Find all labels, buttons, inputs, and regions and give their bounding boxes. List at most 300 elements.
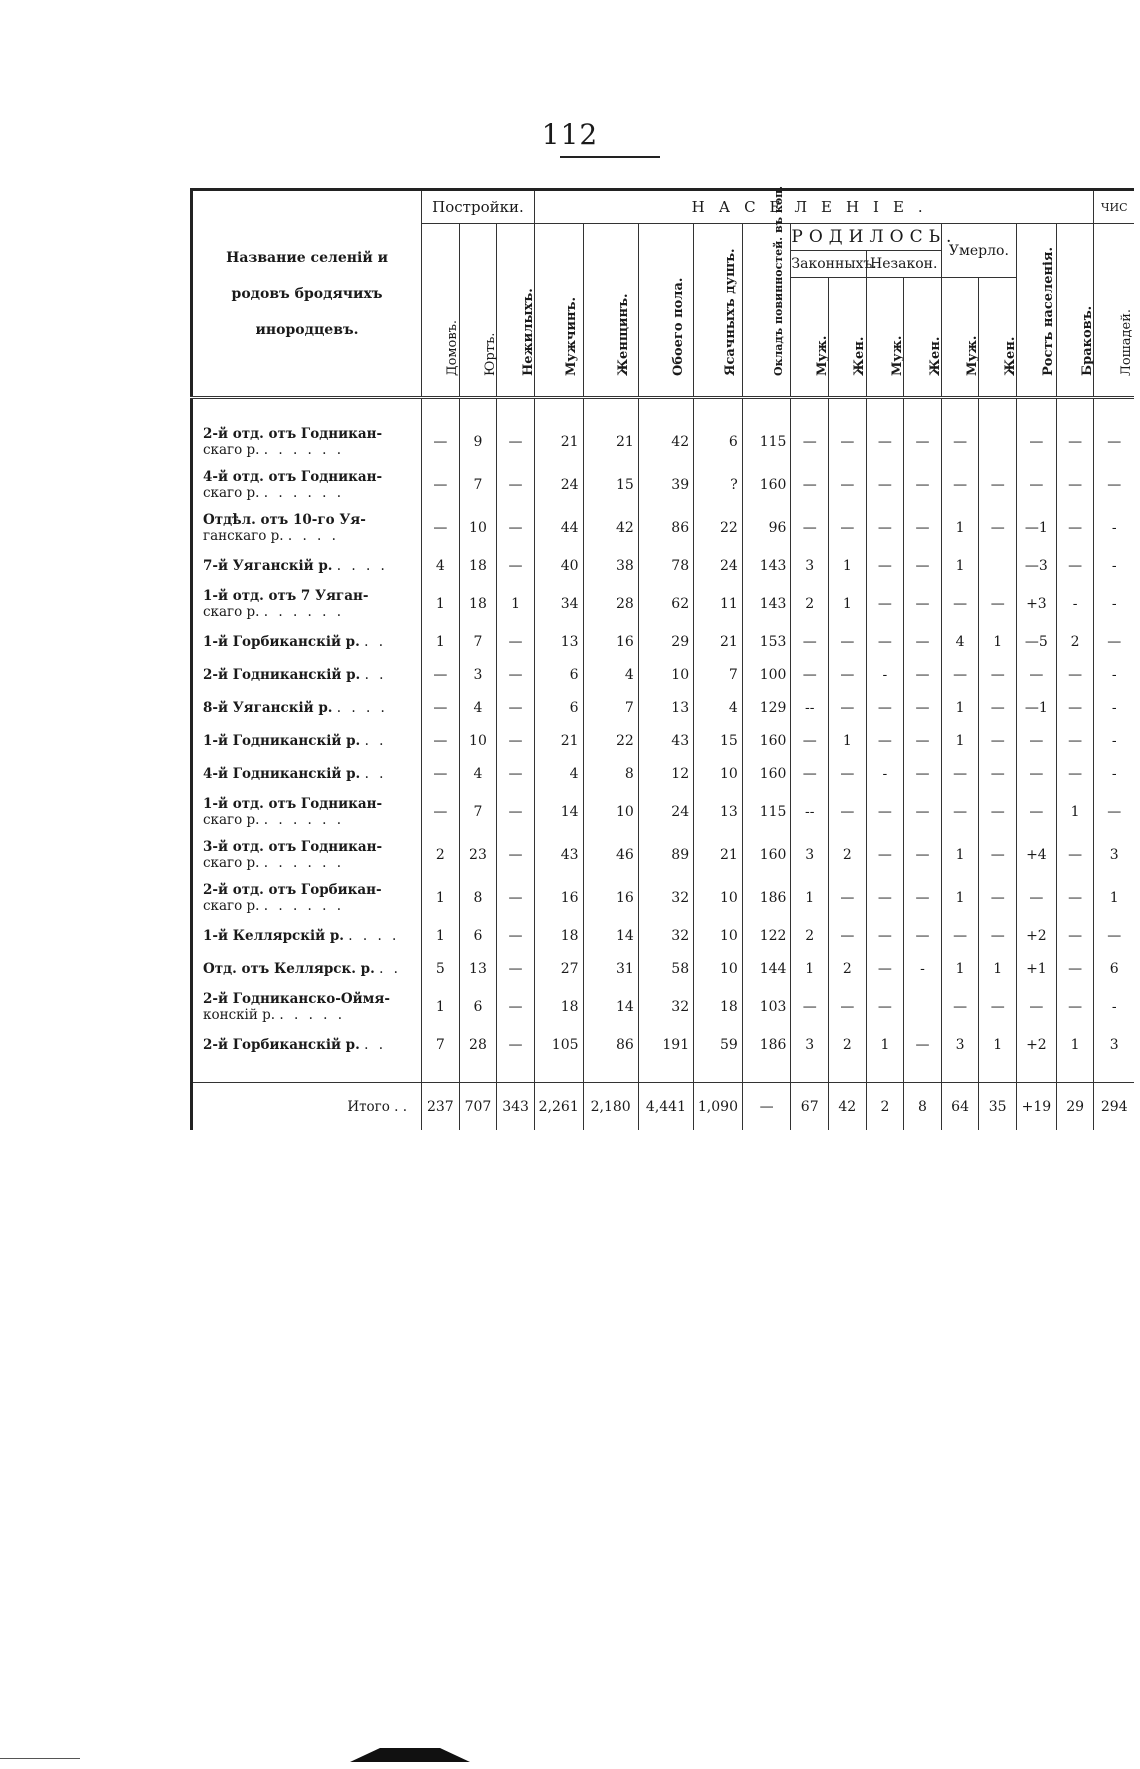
cell-houses: 1 [422, 919, 460, 952]
header-duty-salary: Окладъ повинностей. въ коп. [742, 224, 791, 398]
cell-births-legit-male: 1 [791, 952, 829, 985]
table-row [192, 506, 1135, 549]
cell-horses: - [1094, 691, 1134, 724]
header-cut-group: ЧИС [1094, 190, 1134, 224]
cell-yasak: 18 [694, 985, 743, 1028]
header-died-female: Жен. [979, 278, 1017, 398]
cell-births-illegit-female: — [904, 1028, 942, 1061]
settlement-name-line1: 1-й отд. отъ 7 Уяган- [203, 588, 369, 604]
cell-births-legit-female: — [829, 790, 867, 833]
header-marriages: Браковъ. [1056, 224, 1094, 398]
cell-salary: 160 [742, 757, 791, 790]
cell-births-illegit-male: - [866, 757, 904, 790]
cell-died-female: 1 [979, 625, 1017, 658]
cell-births-illegit-female: — [904, 463, 942, 506]
cell-died-male: 1 [941, 506, 979, 549]
settlement-name-line1: Отд. отъ Келлярск. р. [203, 961, 375, 977]
settlement-name-line2: скаго р. [203, 604, 260, 620]
cell-both: 58 [638, 952, 693, 985]
footer-ornament-icon [350, 1748, 470, 1762]
cell-non-residential: — [497, 625, 535, 658]
table-row [192, 790, 1135, 833]
cell-marriages: — [1056, 985, 1094, 1028]
cell-births-illegit-female: — [904, 724, 942, 757]
footer-rule [0, 1758, 80, 1759]
leader-dots: . . [364, 667, 387, 683]
cell-births-legit-female: 1 [829, 582, 867, 625]
cell-died-male: 1 [941, 691, 979, 724]
header-horses: Лошадей. [1094, 224, 1134, 398]
leader-dots: . . . . [336, 558, 388, 574]
cell-births-legit-female: — [829, 625, 867, 658]
cell-yurts: 9 [459, 420, 497, 463]
cell-died-male: — [941, 985, 979, 1028]
cell-non-residential: — [497, 757, 535, 790]
cell-births-legit-female: — [829, 420, 867, 463]
cell-women: 16 [583, 876, 638, 919]
cell-births-legit-female: — [829, 658, 867, 691]
settlement-name-line1: 1-й Келлярскій р. [203, 928, 344, 944]
cell-yurts: 3 [459, 658, 497, 691]
cell-growth: —5 [1016, 625, 1056, 658]
settlement-name [192, 985, 422, 1028]
cell-houses: 1 [422, 985, 460, 1028]
cell-salary: 153 [742, 625, 791, 658]
table-row [192, 919, 1135, 952]
total-births-illegit-female: 8 [904, 1083, 942, 1131]
settlement-name-line2: ганскаго р. [203, 528, 284, 544]
cell-births-legit-male: 2 [791, 582, 829, 625]
cell-died-female [979, 549, 1017, 582]
cell-died-female: — [979, 691, 1017, 724]
cell-non-residential: — [497, 420, 535, 463]
cell-births-illegit-female: — [904, 625, 942, 658]
cell-men: 4 [534, 757, 583, 790]
cell-women: 4 [583, 658, 638, 691]
settlement-name [192, 757, 422, 790]
cell-died-male: 1 [941, 833, 979, 876]
cell-yasak: 7 [694, 658, 743, 691]
table-row [192, 420, 1135, 463]
leader-dots: . . [364, 1037, 386, 1053]
settlement-name [192, 463, 422, 506]
leader-dots: . . [364, 766, 387, 782]
header-legitimate: Законныхъ. [791, 251, 866, 278]
header-women: Женщинъ. [583, 224, 638, 398]
cell-both: 32 [638, 876, 693, 919]
cell-died-male: 4 [941, 625, 979, 658]
table-body [192, 398, 1135, 1062]
cell-women: 15 [583, 463, 638, 506]
settlement-name-line2: скаго р. [203, 812, 260, 828]
cell-growth: — [1016, 985, 1056, 1028]
cell-marriages: 1 [1056, 790, 1094, 833]
settlement-name-line2: скаго р. [203, 485, 260, 501]
cell-yasak: 24 [694, 549, 743, 582]
header-births: РОДИЛОСЬ. [791, 224, 941, 251]
cell-women: 8 [583, 757, 638, 790]
cell-both: 89 [638, 833, 693, 876]
total-marriages: 29 [1056, 1083, 1094, 1131]
cell-non-residential: — [497, 790, 535, 833]
header-men: Мужчинъ. [534, 224, 583, 398]
cell-marriages: — [1056, 952, 1094, 985]
cell-births-illegit-male: — [866, 952, 904, 985]
cell-births-legit-male: -- [791, 691, 829, 724]
cell-growth: +3 [1016, 582, 1056, 625]
settlement-name-line1: 2-й отд. отъ Горбикан- [203, 882, 382, 898]
cell-births-legit-male: 3 [791, 833, 829, 876]
cell-men: 6 [534, 691, 583, 724]
header-growth: Ростъ населенія. [1016, 224, 1056, 398]
cell-marriages: — [1056, 833, 1094, 876]
leader-dots: . . [364, 733, 387, 749]
settlement-name [192, 420, 422, 463]
cell-houses: — [422, 658, 460, 691]
cell-births-legit-male: — [791, 506, 829, 549]
header-died: Умерло. [941, 224, 1016, 278]
cell-births-legit-male: — [791, 985, 829, 1028]
cell-men: 18 [534, 985, 583, 1028]
cell-women: 38 [583, 549, 638, 582]
cell-salary: 122 [742, 919, 791, 952]
cell-non-residential: — [497, 549, 535, 582]
statistics-table-wrapper [190, 185, 1135, 1115]
cell-salary: 160 [742, 463, 791, 506]
settlement-name-line1: 2-й Горбиканскій р. [203, 1037, 360, 1053]
cell-horses: 1 [1094, 876, 1134, 919]
cell-salary: 96 [742, 506, 791, 549]
total-yurts: 707 [459, 1083, 497, 1131]
cell-births-illegit-male: — [866, 790, 904, 833]
cell-births-illegit-female: — [904, 757, 942, 790]
settlement-name-line1: Отдѣл. отъ 10-го Уя- [203, 512, 366, 528]
cell-births-illegit-female: — [904, 790, 942, 833]
cell-salary: 115 [742, 420, 791, 463]
cell-horses: — [1094, 625, 1134, 658]
cell-births-illegit-male: — [866, 463, 904, 506]
settlement-name [192, 790, 422, 833]
settlement-name-line1: 1-й Годниканскій р. [203, 733, 361, 749]
settlement-name [192, 833, 422, 876]
cell-horses: - [1094, 757, 1134, 790]
settlement-name-line1: 1-й Горбиканскій р. [203, 634, 360, 650]
settlement-name [192, 724, 422, 757]
cell-both: 12 [638, 757, 693, 790]
cell-births-legit-female: 1 [829, 724, 867, 757]
total-growth: +19 [1016, 1083, 1056, 1131]
cell-died-male: — [941, 582, 979, 625]
cell-salary: 160 [742, 724, 791, 757]
table-row [192, 757, 1135, 790]
table-row [192, 833, 1135, 876]
cell-growth: — [1016, 757, 1056, 790]
cell-horses: - [1094, 549, 1134, 582]
cell-births-legit-male: — [791, 625, 829, 658]
cell-growth: — [1016, 658, 1056, 691]
settlement-name [192, 658, 422, 691]
settlement-name [192, 952, 422, 985]
cell-yasak: 59 [694, 1028, 743, 1061]
cell-yurts: 6 [459, 985, 497, 1028]
cell-births-legit-female: — [829, 876, 867, 919]
cell-marriages: — [1056, 463, 1094, 506]
cell-births-legit-female: 1 [829, 549, 867, 582]
header-yurts: Юртъ. [459, 224, 497, 398]
cell-both: 39 [638, 463, 693, 506]
total-died-female: 35 [979, 1083, 1017, 1131]
total-men: 2,261 [534, 1083, 583, 1131]
cell-died-female: — [979, 790, 1017, 833]
cell-horses: 3 [1094, 1028, 1134, 1061]
cell-non-residential: — [497, 919, 535, 952]
header-houses: Домовъ. [422, 224, 460, 398]
cell-both: 86 [638, 506, 693, 549]
cell-growth: +2 [1016, 919, 1056, 952]
cell-births-legit-female: — [829, 506, 867, 549]
cell-salary: 160 [742, 833, 791, 876]
cell-houses: 2 [422, 833, 460, 876]
cell-births-illegit-male: — [866, 691, 904, 724]
settlement-name-line2: скаго р. [203, 898, 260, 914]
cell-births-legit-female: — [829, 985, 867, 1028]
cell-yurts: 13 [459, 952, 497, 985]
cell-births-legit-male: — [791, 724, 829, 757]
cell-died-female: — [979, 876, 1017, 919]
cell-died-male: 1 [941, 876, 979, 919]
cell-died-female: 1 [979, 1028, 1017, 1061]
cell-salary: 100 [742, 658, 791, 691]
cell-births-legit-female: 2 [829, 833, 867, 876]
settlement-name [192, 876, 422, 919]
header-population: НАСЕЛЕНІЕ. [534, 190, 1094, 224]
leader-dots: . . . . [287, 528, 339, 544]
cell-marriages: — [1056, 691, 1094, 724]
header-births-legit-female: Жен. [829, 278, 867, 398]
cell-yurts: 18 [459, 549, 497, 582]
settlement-name-line1: 2-й отд. отъ Годникан- [203, 426, 383, 442]
settlement-name [192, 549, 422, 582]
total-births-legit-female: 42 [829, 1083, 867, 1131]
settlement-name-line1: 7-й Уяганскій р. [203, 558, 333, 574]
total-salary: — [742, 1083, 791, 1131]
cell-houses: 1 [422, 582, 460, 625]
cell-both: 43 [638, 724, 693, 757]
cell-growth: — [1016, 876, 1056, 919]
cell-births-illegit-male: — [866, 985, 904, 1028]
header-buildings: Постройки. [422, 190, 535, 224]
cell-both: 191 [638, 1028, 693, 1061]
cell-births-legit-female: — [829, 691, 867, 724]
cell-died-male: — [941, 420, 979, 463]
cell-births-legit-male: 2 [791, 919, 829, 952]
cell-horses: - [1094, 724, 1134, 757]
cell-births-legit-male: 1 [791, 876, 829, 919]
cell-marriages: 2 [1056, 625, 1094, 658]
cell-yasak: 11 [694, 582, 743, 625]
cell-non-residential: 1 [497, 582, 535, 625]
cell-non-residential: — [497, 691, 535, 724]
cell-both: 32 [638, 985, 693, 1028]
cell-growth: +2 [1016, 1028, 1056, 1061]
settlement-name [192, 625, 422, 658]
cell-marriages: — [1056, 506, 1094, 549]
header-died-male: Муж. [941, 278, 979, 398]
cell-died-male: — [941, 757, 979, 790]
cell-yurts: 28 [459, 1028, 497, 1061]
cell-women: 14 [583, 919, 638, 952]
cell-women: 22 [583, 724, 638, 757]
cell-births-legit-female: — [829, 919, 867, 952]
cell-marriages: — [1056, 919, 1094, 952]
cell-non-residential: — [497, 724, 535, 757]
cell-men: 27 [534, 952, 583, 985]
cell-horses: 6 [1094, 952, 1134, 985]
page-number-rule [560, 156, 660, 158]
cell-died-female: — [979, 582, 1017, 625]
header-non-residential: Нежилыхъ. [497, 224, 535, 398]
total-non-residential: 343 [497, 1083, 535, 1131]
cell-women: 21 [583, 420, 638, 463]
cell-women: 42 [583, 506, 638, 549]
cell-men: 16 [534, 876, 583, 919]
cell-died-female: — [979, 757, 1017, 790]
leader-dots: . . . . . [279, 1007, 346, 1023]
cell-both: 13 [638, 691, 693, 724]
settlement-name-line1: 1-й отд. отъ Годникан- [203, 796, 383, 812]
total-horses: 294 [1094, 1083, 1134, 1131]
cell-died-female: — [979, 724, 1017, 757]
table-spacer [192, 1061, 1135, 1083]
leader-dots: . . . . [336, 700, 388, 716]
cell-births-illegit-male: — [866, 506, 904, 549]
cell-births-illegit-female: — [904, 691, 942, 724]
header-births-illegit-female: Жен. [904, 278, 942, 398]
settlement-name-line1: 4-й отд. отъ Годникан- [203, 469, 383, 485]
leader-dots: . . [364, 634, 386, 650]
cell-women: 31 [583, 952, 638, 985]
cell-marriages: — [1056, 549, 1094, 582]
cell-men: 43 [534, 833, 583, 876]
cell-died-female: — [979, 658, 1017, 691]
total-houses: 237 [422, 1083, 460, 1131]
leader-dots: . . . . . . [263, 898, 344, 914]
cell-horses: — [1094, 463, 1134, 506]
cell-both: 78 [638, 549, 693, 582]
cell-died-female: — [979, 463, 1017, 506]
cell-salary: 186 [742, 876, 791, 919]
cell-men: 24 [534, 463, 583, 506]
header-births-illegit-male: Муж. [866, 278, 904, 398]
cell-births-illegit-male: — [866, 876, 904, 919]
cell-horses: — [1094, 790, 1134, 833]
cell-both: 42 [638, 420, 693, 463]
cell-non-residential: — [497, 463, 535, 506]
cell-yurts: 4 [459, 757, 497, 790]
cell-salary: 186 [742, 1028, 791, 1061]
leader-dots: . . . . . . [263, 442, 344, 458]
cell-births-illegit-female: — [904, 876, 942, 919]
cell-non-residential: — [497, 658, 535, 691]
cell-horses: — [1094, 420, 1134, 463]
cell-births-illegit-male: — [866, 420, 904, 463]
leader-dots: . . . . . . [263, 855, 344, 871]
cell-growth: — [1016, 420, 1056, 463]
settlement-name-line2: скаго р. [203, 442, 260, 458]
cell-horses: — [1094, 919, 1134, 952]
cell-births-illegit-female [904, 985, 942, 1028]
total-died-male: 64 [941, 1083, 979, 1131]
table-row [192, 463, 1135, 506]
cell-yurts: 23 [459, 833, 497, 876]
cell-yasak: 15 [694, 724, 743, 757]
cell-houses: 4 [422, 549, 460, 582]
cell-women: 46 [583, 833, 638, 876]
cell-yurts: 10 [459, 506, 497, 549]
cell-growth: +4 [1016, 833, 1056, 876]
cell-marriages: 1 [1056, 1028, 1094, 1061]
settlement-name-line1: 2-й Годниканскій р. [203, 667, 361, 683]
table-row [192, 952, 1135, 985]
cell-salary: 144 [742, 952, 791, 985]
cell-houses: — [422, 506, 460, 549]
cell-non-residential: — [497, 506, 535, 549]
cell-growth: —3 [1016, 549, 1056, 582]
cell-salary: 143 [742, 582, 791, 625]
cell-men: 13 [534, 625, 583, 658]
cell-salary: 129 [742, 691, 791, 724]
header-births-legit-male: Муж. [791, 278, 829, 398]
header-illegitimate: Незакон. [866, 251, 941, 278]
cell-yasak: 6 [694, 420, 743, 463]
cell-men: 18 [534, 919, 583, 952]
cell-salary: 143 [742, 549, 791, 582]
cell-houses: 5 [422, 952, 460, 985]
cell-yasak: 13 [694, 790, 743, 833]
cell-births-illegit-male: - [866, 658, 904, 691]
cell-horses: 3 [1094, 833, 1134, 876]
cell-births-illegit-male: 1 [866, 1028, 904, 1061]
settlement-name-line1: 3-й отд. отъ Годникан- [203, 839, 383, 855]
table-row [192, 985, 1135, 1028]
cell-yasak: 10 [694, 919, 743, 952]
table-row [192, 876, 1135, 919]
cell-marriages: — [1056, 757, 1094, 790]
cell-births-legit-male: -- [791, 790, 829, 833]
table-row [192, 1028, 1135, 1061]
settlement-name-line2: конскій р. [203, 1007, 276, 1023]
header-settlement-name: Название селеній и родовъ бродячихъ инородцевъ. [192, 190, 422, 398]
cell-died-male: 1 [941, 952, 979, 985]
cell-growth: — [1016, 790, 1056, 833]
cell-both: 62 [638, 582, 693, 625]
leader-dots: . . . . . . [263, 604, 344, 620]
cell-died-male: — [941, 919, 979, 952]
cell-growth: +1 [1016, 952, 1056, 985]
cell-died-female: — [979, 506, 1017, 549]
total-yasak: 1,090 [694, 1083, 743, 1131]
cell-died-female: — [979, 833, 1017, 876]
cell-yasak: 21 [694, 625, 743, 658]
cell-births-illegit-male: — [866, 582, 904, 625]
cell-men: 21 [534, 420, 583, 463]
cell-horses: - [1094, 506, 1134, 549]
table-row [192, 724, 1135, 757]
cell-non-residential: — [497, 1028, 535, 1061]
cell-salary: 115 [742, 790, 791, 833]
cell-both: 32 [638, 919, 693, 952]
cell-yurts: 7 [459, 463, 497, 506]
